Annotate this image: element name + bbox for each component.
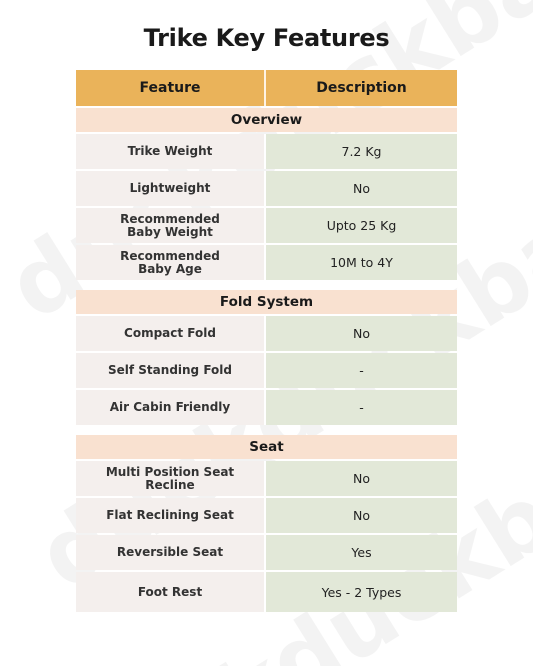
description-cell: No xyxy=(266,316,457,351)
table-header xyxy=(76,70,457,106)
features-table xyxy=(76,70,457,614)
section-title-fold-system: Fold System xyxy=(76,290,457,314)
description-cell: No xyxy=(266,461,457,496)
table-row xyxy=(76,208,457,243)
description-cell: Yes xyxy=(266,535,457,570)
table-row xyxy=(76,572,457,612)
description-cell: 10M to 4Y xyxy=(266,245,457,280)
feature-column-header: Feature xyxy=(76,70,266,106)
table-row xyxy=(76,390,457,425)
page-title: Trike Key Features xyxy=(143,24,390,52)
table-row xyxy=(76,171,457,206)
description-cell: - xyxy=(266,390,457,425)
table-row xyxy=(76,353,457,388)
description-cell: Yes - 2 Types xyxy=(266,572,457,612)
section-title-seat: Seat xyxy=(76,435,457,459)
feature-cell: Recommended Baby Age xyxy=(76,245,266,280)
feature-cell: Self Standing Fold xyxy=(76,353,266,388)
feature-cell: Air Cabin Friendly xyxy=(76,390,266,425)
table-row xyxy=(76,498,457,533)
table-row xyxy=(76,316,457,351)
feature-cell: Recommended Baby Weight xyxy=(76,208,266,243)
description-cell: 7.2 Kg xyxy=(266,134,457,169)
feature-cell: Reversible Seat xyxy=(76,535,266,570)
table-row xyxy=(76,134,457,169)
feature-cell: Compact Fold xyxy=(76,316,266,351)
feature-cell: Lightweight xyxy=(76,171,266,206)
description-cell: Upto 25 Kg xyxy=(266,208,457,243)
description-cell: No xyxy=(266,498,457,533)
feature-cell: Multi Position Seat Recline xyxy=(76,461,266,496)
section-title-overview: Overview xyxy=(76,108,457,132)
description-cell: No xyxy=(266,171,457,206)
table-row xyxy=(76,245,457,280)
feature-cell: Foot Rest xyxy=(76,572,266,612)
feature-cell: Trike Weight xyxy=(76,134,266,169)
description-cell: - xyxy=(266,353,457,388)
feature-cell: Flat Reclining Seat xyxy=(76,498,266,533)
table-row xyxy=(76,535,457,570)
description-column-header: Description xyxy=(316,80,407,96)
table-row xyxy=(76,461,457,496)
